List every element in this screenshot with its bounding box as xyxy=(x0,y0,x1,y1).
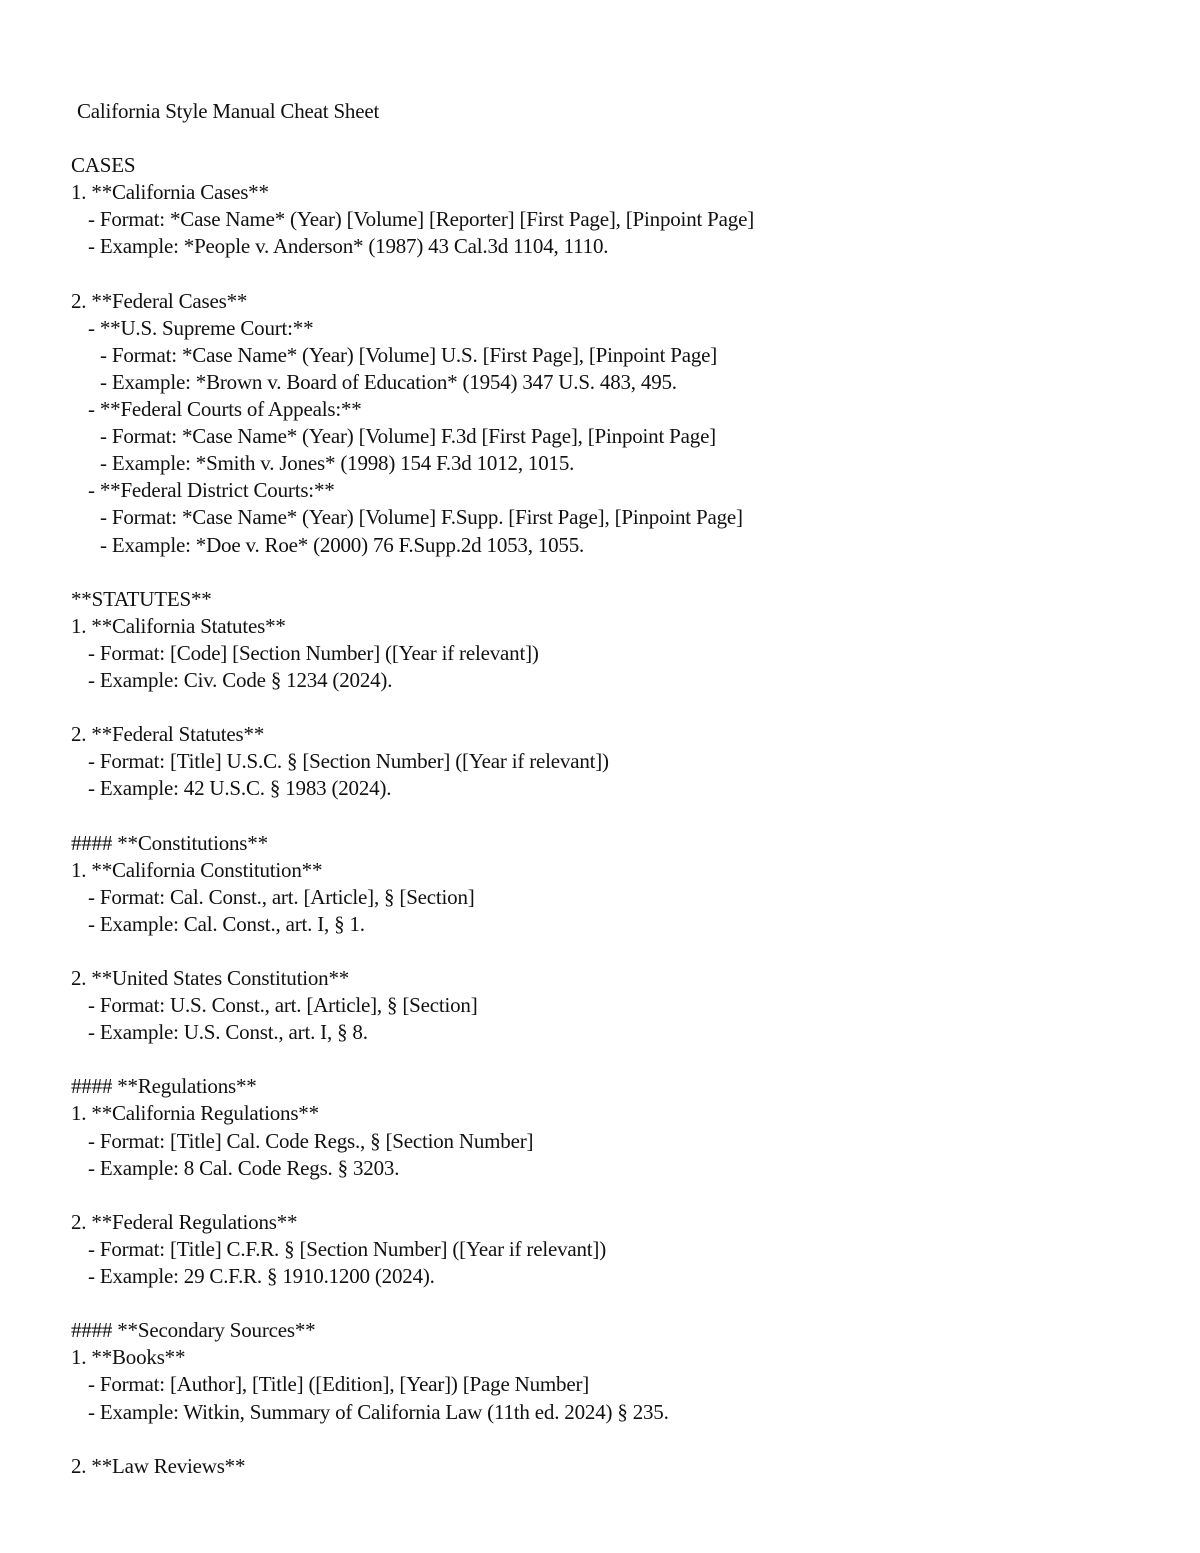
text-line: 2. **Federal Regulations** xyxy=(71,1209,298,1234)
text-line: - Example: 29 C.F.R. § 1910.1200 (2024). xyxy=(88,1264,435,1289)
text-line: 2. **United States Constitution** xyxy=(71,966,350,990)
blank-line xyxy=(71,125,1151,152)
blank-line xyxy=(71,1290,1151,1317)
text-line: - Format: *Case Name* (Year) [Volume] U.S. [First Page], [Pinpoint Page] xyxy=(100,342,718,367)
blank-line xyxy=(71,938,1151,965)
text-line: - Example: Witkin, Summary of California Law (11th ed. 2024) § 235. xyxy=(88,1399,669,1424)
text-line: 2. **Law Reviews** xyxy=(71,1453,246,1478)
text-line: - Format: [Title] U.S.C. § [Section Number] ([Year if relevant]) xyxy=(88,749,609,774)
text-line: **STATUTES** xyxy=(71,586,212,611)
text-line: - Example: Cal. Const., art. I, § 1. xyxy=(88,911,365,936)
text-line: - Format: [Title] C.F.R. § [Section Number] ([Year if relevant]) xyxy=(88,1236,607,1261)
document-title: California Style Manual Cheat Sheet xyxy=(77,99,380,123)
text-line: - Example: 8 Cal. Code Regs. § 3203. xyxy=(88,1155,400,1180)
text-line: 2. **Federal Statutes** xyxy=(71,722,265,747)
text-line: #### **Constitutions** xyxy=(71,830,268,855)
document-lines xyxy=(71,125,1151,1480)
text-line: - Example: U.S. Const., art. I, § 8. xyxy=(88,1020,368,1045)
blank-line xyxy=(71,559,1151,586)
text-line: 1. **California Statutes** xyxy=(71,613,286,638)
text-line: - Example: *Smith v. Jones* (1998) 154 F.3d 1012, 1015. xyxy=(100,451,575,476)
text-line: - **Federal Courts of Appeals:** xyxy=(88,397,362,422)
blank-line xyxy=(71,1426,1151,1453)
blank-line xyxy=(71,261,1151,288)
text-line: - **U.S. Supreme Court:** xyxy=(88,315,314,340)
document-body xyxy=(71,98,1151,1480)
blank-line xyxy=(71,1182,1151,1209)
text-line: - Example: *Brown v. Board of Education* (1954) 347 U.S. 483, 495. xyxy=(100,369,677,394)
text-line: 1. **Books** xyxy=(71,1345,186,1370)
blank-line xyxy=(71,802,1151,829)
text-line: - Format: [Code] [Section Number] ([Year if relevant]) xyxy=(88,640,539,665)
text-line: - **Federal District Courts:** xyxy=(88,478,335,503)
text-line: - Format: *Case Name* (Year) [Volume] [Reporter] [First Page], [Pinpoint Page] xyxy=(88,207,754,232)
text-line: 1. **California Regulations** xyxy=(71,1101,319,1126)
text-line: - Example: *Doe v. Roe* (2000) 76 F.Supp.2d 1053, 1055. xyxy=(100,532,585,557)
text-line: 1. **California Cases** xyxy=(71,180,269,205)
text-line: - Format: Cal. Const., art. [Article], § [Section] xyxy=(88,884,475,909)
blank-line xyxy=(71,1046,1151,1073)
text-line: #### **Regulations** xyxy=(71,1074,257,1099)
text-line: - Example: 42 U.S.C. § 1983 (2024). xyxy=(88,776,392,801)
text-line: 1. **California Constitution** xyxy=(71,857,323,882)
text-line: - Format: *Case Name* (Year) [Volume] F.Supp. [First Page], [Pinpoint Page] xyxy=(100,505,743,530)
text-line: - Format: U.S. Const., art. [Article], § [Section] xyxy=(88,993,478,1018)
text-line: - Format: [Title] Cal. Code Regs., § [Section Number] xyxy=(88,1128,534,1153)
text-line: #### **Secondary Sources** xyxy=(71,1318,316,1343)
text-line: - Format: *Case Name* (Year) [Volume] F.3d [First Page], [Pinpoint Page] xyxy=(100,424,716,449)
text-line: - Example: *People v. Anderson* (1987) 43 Cal.3d 1104, 1110. xyxy=(88,234,609,259)
text-line: CASES xyxy=(71,153,136,178)
text-line: 2. **Federal Cases** xyxy=(71,288,248,313)
text-line: - Format: [Author], [Title] ([Edition], [Year]) [Page Number] xyxy=(88,1372,590,1397)
blank-line xyxy=(71,694,1151,721)
text-line: - Example: Civ. Code § 1234 (2024). xyxy=(88,667,393,692)
